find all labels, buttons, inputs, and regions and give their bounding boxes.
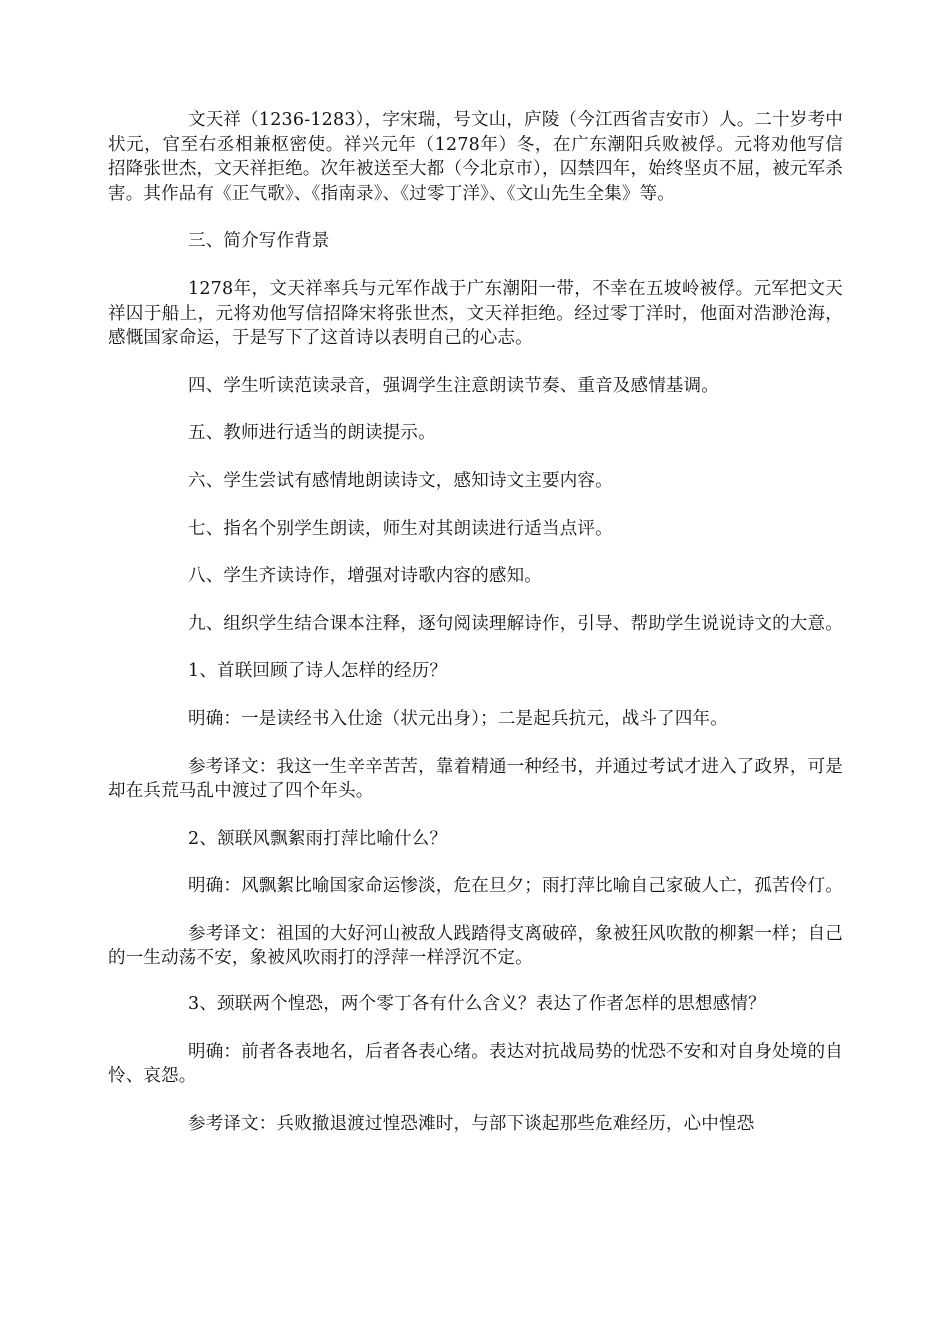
question-2: 2、颔联风飘絮雨打萍比喻什么？: [188, 828, 448, 849]
step-try-reading: 六、学生尝试有感情地朗读诗文，感知诗文主要内容。: [188, 470, 613, 491]
question-1: 1、首联回顾了诗人怎样的经历？: [188, 661, 448, 682]
step-reading-tips: 五、教师进行适当的朗读提示。: [188, 423, 436, 444]
translation-3: 参考译文：兵败撤退渡过惶恐滩时，与部下谈起那些危难经历，心中惶恐: [188, 1113, 755, 1134]
translation-2: 参考译文：祖国的大好河山被敌人践踏得支离破碎，象被狂风吹散的柳絮一样；自己的一生动荡不安，象被风吹雨打的浮萍一样浮沉不定。: [108, 923, 843, 969]
step-comprehension: 九、组织学生结合课本注释，逐句阅读理解诗作，引导、帮助学生说说诗文的大意。: [188, 613, 843, 634]
step-individual-reading: 七、指名个别学生朗读，师生对其朗读进行适当点评。: [188, 518, 613, 539]
step-group-reading: 八、学生齐读诗作，增强对诗歌内容的感知。: [188, 566, 542, 587]
answer-1: 明确：一是读经书入仕途（状元出身）；二是起兵抗元，战斗了四年。: [188, 708, 728, 729]
paragraph-author-bio: 文天祥（1236-1283），字宋瑞，号文山，庐陵（今江西省吉安市）人。二十岁考中状元，官至右丞相兼枢密使。祥兴元年（1278年）冬，在广东潮阳兵败被俘。元将劝他写信招降张世杰，文天祥拒绝。次年被送至大都（今北京市），囚禁四年，始终坚贞不屈，被元军杀害。其作品有《正气歌》、《指南录》、《过零丁洋》、《文山先生全集》等。: [108, 110, 843, 204]
paragraph-background: 1278年，文天祥率兵与元军作战于广东潮阳一带，不幸在五坡岭被俘。元军把文天祥囚于船上，元将劝他写信招降宋将张世杰，文天祥拒绝。经过零丁洋时，他面对浩渺沧海，感慨国家命运，于是写下了这首诗以表明自己的心志。: [108, 278, 843, 349]
translation-1: 参考译文：我这一生辛辛苦苦，靠着精通一种经书，并通过考试才进入了政界，可是却在兵荒马乱中渡过了四个年头。: [108, 756, 843, 802]
answer-3: 明确：前者各表地名，后者各表心绪。表达对抗战局势的忧恐不安和对自身处境的自怜、哀怨。: [108, 1041, 843, 1087]
step-listen-recording: 四、学生听读范读录音，强调学生注意朗读节奏、重音及感情基调。: [188, 375, 719, 396]
answer-2: 明确：风飘絮比喻国家命运惨淡，危在旦夕；雨打萍比喻自己家破人亡，孤苦伶仃。: [188, 876, 843, 897]
section-heading-background: 三、简介写作背景: [188, 231, 330, 252]
question-3: 3、颈联两个惶恐，两个零丁各有什么含义？表达了作者怎样的思想感情？: [188, 994, 766, 1015]
document-page: [108, 108, 843, 1136]
